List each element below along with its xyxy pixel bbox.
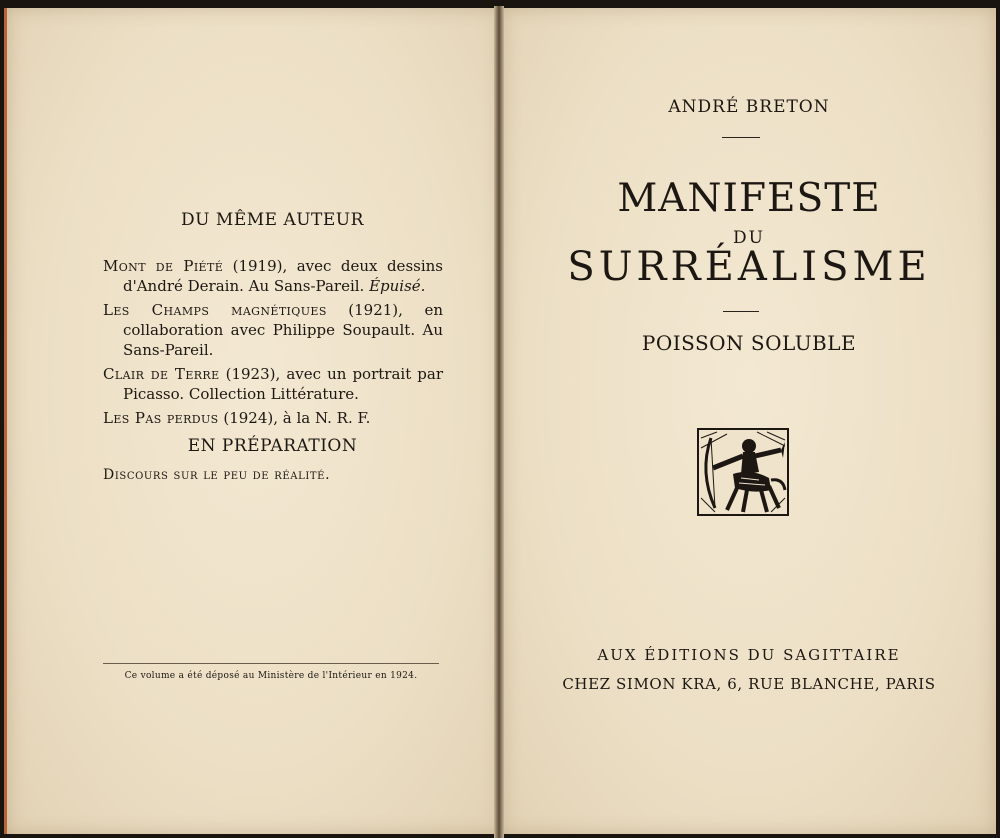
title-line-du: DU [733,228,765,248]
publisher-line-1: AUX ÉDITIONS DU SAGITTAIRE [597,646,901,664]
work-item [103,408,443,428]
work-details: (1919), avec deux dessins d'André Derain. Au Sans-Pareil. [123,257,443,295]
sagittarius-archer-woodcut-icon [697,428,789,516]
work-title: Les Pas perdus [103,409,219,427]
work-item [103,256,443,296]
title-divider-bottom [723,311,759,312]
preparation-heading: EN PRÉPARATION [187,436,358,456]
work-item [103,364,443,404]
work-title: Les Champs magnétiques [103,301,327,319]
works-list [103,256,443,432]
preparation-item: Discours sur le peu de réalité. [103,467,331,483]
publisher-line-2: CHEZ SIMON KRA, 6, RUE BLANCHE, PARIS [562,675,936,693]
right-page [502,8,996,834]
deposit-note: Ce volume a été déposé au Ministère de l'Intérieur en 1924. [124,671,418,681]
work-details: (1924), à la N. R. F. [218,409,371,427]
work-details: (1921), en collaboration avec Philippe Soupault. Au Sans-Pareil. [123,301,443,359]
work-title: Mont de Piété [103,257,224,275]
same-author-heading: DU MÊME AUTEUR [181,210,364,230]
footer-rule [103,663,439,664]
title-line-surrealisme: SURRÉALISME [567,244,931,290]
work-details: (1923), avec un portrait par Picasso. Collection Littérature. [123,365,444,403]
work-title: Clair de Terre [103,365,220,383]
author-name: ANDRÉ BRETON [668,97,830,117]
book-gutter [494,6,504,838]
title-line-manifeste: MANIFESTE [617,176,881,221]
work-item [103,300,443,360]
subtitle: POISSON SOLUBLE [641,331,857,355]
title-divider-top [722,137,760,138]
work-status: Épuisé. [369,277,426,295]
